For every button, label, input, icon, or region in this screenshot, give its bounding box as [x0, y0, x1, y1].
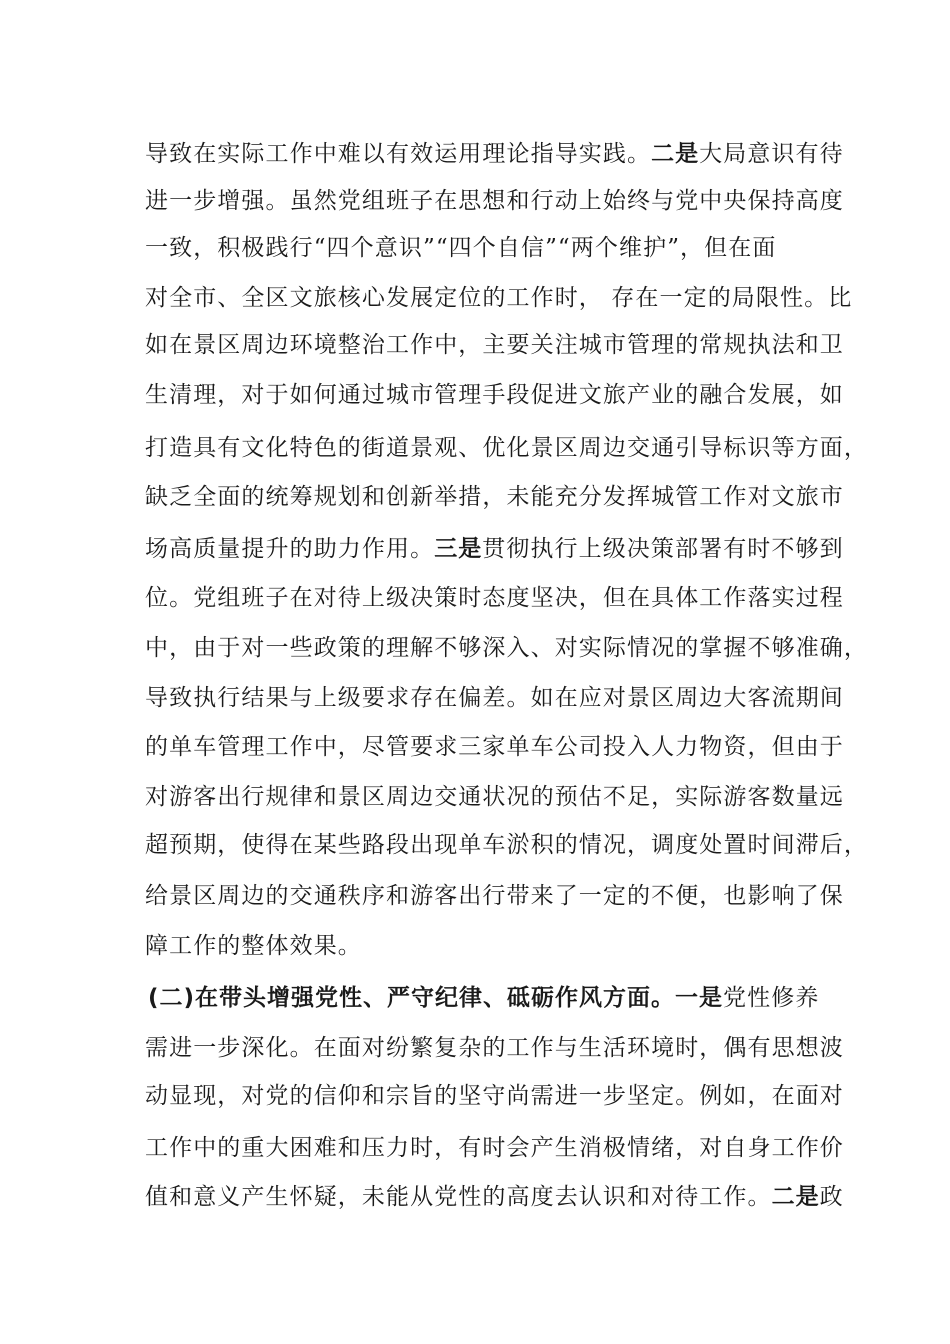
text-run: 值和意义产生怀疑，未能从党性的高度去认识和对待工作。	[145, 1184, 772, 1210]
emphasis-text: 一是	[675, 985, 724, 1011]
paragraph-line: 动显现，对党的信仰和宗旨的坚守尚需进一步坚定。例如，在面对	[145, 1083, 844, 1109]
paragraph-line: 位。党组班子在对待上级决策时态度坚决，但在具体工作落实过程	[145, 585, 844, 611]
paragraph-line	[145, 1182, 844, 1212]
paragraph-line: 超预期，使得在某些路段出现单车淤积的情况，调度处置时间滞后，	[145, 832, 868, 858]
paragraph-line: 缺乏全面的统筹规划和创新举措，未能充分发挥城管工作对文旅市	[145, 484, 844, 510]
emphasis-text: 三是	[434, 536, 483, 562]
text-run: 导致在实际工作中难以有效运用理论指导实践。	[145, 141, 652, 167]
paragraph-line	[145, 534, 844, 564]
text-run: 政	[819, 1184, 844, 1210]
paragraph-line: 工作中的重大困难和压力时，有时会产生消极情绪，对自身工作价	[145, 1135, 844, 1161]
emphasis-text: 二是	[651, 141, 700, 167]
paragraph-line: 给景区周边的交通秩序和游客出行带来了一定的不便，也影响了保	[145, 883, 844, 909]
paragraph-line	[145, 139, 844, 169]
paragraph-line: 如在景区周边环境整治工作中，主要关注城市管理的常规执法和卫	[145, 332, 844, 358]
text-run: 贯彻执行上级决策部署有时不够到	[482, 536, 844, 562]
paragraph-line: 打造具有文化特色的街道景观、优化景区周边交通引导标识等方面，	[145, 435, 868, 461]
emphasis-text: 二是	[771, 1184, 820, 1210]
text-run: 党性修养	[723, 985, 820, 1011]
paragraph-line: 对游客出行规律和景区周边交通状况的预估不足，实际游客数量远	[145, 784, 844, 810]
paragraph-line: 的单车管理工作中，尽管要求三家单车公司投入人力物资，但由于	[145, 734, 844, 760]
paragraph-line: 障工作的整体效果。	[145, 933, 362, 959]
section-heading: (二)在带头增强党性、严守纪律、砥砺作风方面。	[148, 985, 676, 1011]
paragraph-line: 导致执行结果与上级要求存在偏差。如在应对景区周边大客流期间	[145, 685, 844, 711]
paragraph-line: 需进一步深化。在面对纷繁复杂的工作与生活环境时，偶有思想波	[145, 1035, 844, 1061]
paragraph-line: 一致，积极践行“四个意识”“四个自信”“两个维护”，但在面	[145, 235, 777, 261]
paragraph-line: 中，由于对一些政策的理解不够深入、对实际情况的掌握不够准确，	[145, 635, 868, 661]
paragraph-line: 生清理，对于如何通过城市管理手段促进文旅产业的融合发展，如	[145, 382, 844, 408]
paragraph-line: 对全市、全区文旅核心发展定位的工作时， 存在一定的局限性。比	[145, 285, 853, 311]
section-heading-line	[148, 983, 828, 1013]
text-run: 大局意识有待	[699, 141, 844, 167]
text-run: 场高质量提升的助力作用。	[145, 536, 435, 562]
paragraph-line: 进一步增强。虽然党组班子在思想和行动上始终与党中央保持高度	[145, 188, 844, 214]
